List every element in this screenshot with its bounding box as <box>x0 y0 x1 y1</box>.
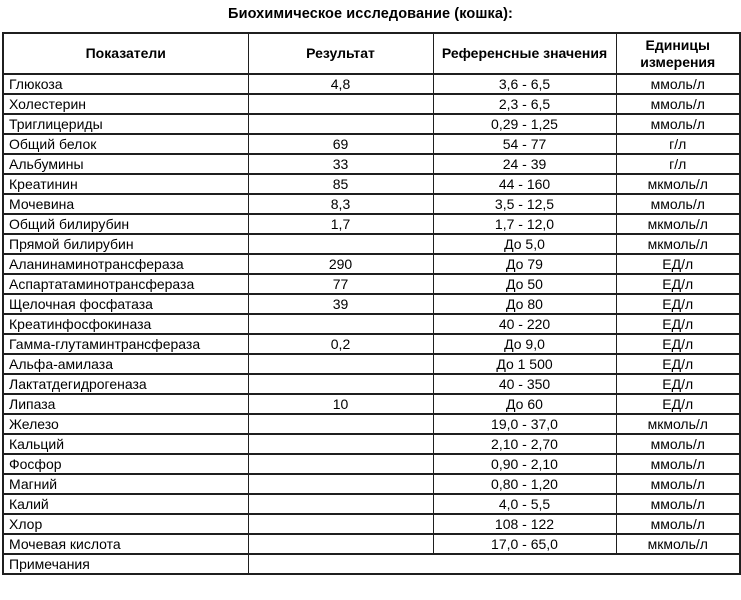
unit-cell: ммоль/л <box>616 74 740 94</box>
col-header-indicators: Показатели <box>3 33 248 74</box>
unit-cell: мкмоль/л <box>616 174 740 194</box>
table-row <box>3 134 740 154</box>
unit-cell: ЕД/л <box>616 294 740 314</box>
unit-cell: г/л <box>616 134 740 154</box>
indicator-cell: Мочевая кислота <box>3 534 248 554</box>
result-cell <box>248 434 433 454</box>
result-cell: 10 <box>248 394 433 414</box>
result-cell <box>248 414 433 434</box>
reference-cell: 19,0 - 37,0 <box>433 414 616 434</box>
result-cell <box>248 314 433 334</box>
indicator-cell: Мочевина <box>3 194 248 214</box>
indicator-cell: Общий белок <box>3 134 248 154</box>
result-cell <box>248 494 433 514</box>
result-cell <box>248 94 433 114</box>
indicator-cell: Креатинфосфокиназа <box>3 314 248 334</box>
unit-cell: ммоль/л <box>616 494 740 514</box>
indicator-cell: Креатинин <box>3 174 248 194</box>
biochemistry-table <box>2 32 741 575</box>
indicator-cell: Триглицериды <box>3 114 248 134</box>
table-row <box>3 314 740 334</box>
table-header <box>3 33 740 74</box>
result-cell: 0,2 <box>248 334 433 354</box>
unit-cell: ЕД/л <box>616 354 740 374</box>
indicator-cell: Прямой билирубин <box>3 234 248 254</box>
indicator-cell: Общий билирубин <box>3 214 248 234</box>
unit-cell: мкмоль/л <box>616 234 740 254</box>
result-cell: 1,7 <box>248 214 433 234</box>
table-row <box>3 494 740 514</box>
unit-cell: ммоль/л <box>616 434 740 454</box>
result-cell <box>248 374 433 394</box>
unit-cell: ммоль/л <box>616 114 740 134</box>
indicator-cell: Аланинаминотрансфераза <box>3 254 248 274</box>
table-row <box>3 234 740 254</box>
reference-cell: До 5,0 <box>433 234 616 254</box>
unit-cell: мкмоль/л <box>616 214 740 234</box>
reference-cell: 4,0 - 5,5 <box>433 494 616 514</box>
table-row <box>3 74 740 94</box>
reference-cell: 54 - 77 <box>433 134 616 154</box>
reference-cell: 0,29 - 1,25 <box>433 114 616 134</box>
table-row <box>3 474 740 494</box>
result-cell: 33 <box>248 154 433 174</box>
indicator-cell: Гамма-глутаминтрансфераза <box>3 334 248 354</box>
unit-cell: ЕД/л <box>616 314 740 334</box>
reference-cell: 108 - 122 <box>433 514 616 534</box>
indicator-cell: Липаза <box>3 394 248 414</box>
result-cell <box>248 354 433 374</box>
indicator-cell: Магний <box>3 474 248 494</box>
unit-cell: мкмоль/л <box>616 534 740 554</box>
notes-value-cell <box>248 554 740 574</box>
reference-cell: До 80 <box>433 294 616 314</box>
result-cell: 85 <box>248 174 433 194</box>
result-cell: 4,8 <box>248 74 433 94</box>
result-cell: 39 <box>248 294 433 314</box>
reference-cell: 40 - 220 <box>433 314 616 334</box>
reference-cell: До 50 <box>433 274 616 294</box>
table-row <box>3 534 740 554</box>
notes-row <box>3 554 740 574</box>
reference-cell: 44 - 160 <box>433 174 616 194</box>
result-cell <box>248 534 433 554</box>
reference-cell: 2,3 - 6,5 <box>433 94 616 114</box>
result-cell <box>248 514 433 534</box>
reference-cell: 24 - 39 <box>433 154 616 174</box>
indicator-cell: Фосфор <box>3 454 248 474</box>
table-row <box>3 354 740 374</box>
col-header-result: Результат <box>248 33 433 74</box>
table-row <box>3 154 740 174</box>
indicator-cell: Альбумины <box>3 154 248 174</box>
table-row <box>3 274 740 294</box>
indicator-cell: Глюкоза <box>3 74 248 94</box>
result-cell <box>248 454 433 474</box>
reference-cell: 3,5 - 12,5 <box>433 194 616 214</box>
table-row <box>3 294 740 314</box>
indicator-cell: Аспартатаминотрансфераза <box>3 274 248 294</box>
indicator-cell: Кальций <box>3 434 248 454</box>
reference-cell: 40 - 350 <box>433 374 616 394</box>
unit-cell: г/л <box>616 154 740 174</box>
unit-cell: ммоль/л <box>616 474 740 494</box>
result-cell: 290 <box>248 254 433 274</box>
unit-cell: ЕД/л <box>616 374 740 394</box>
indicator-cell: Железо <box>3 414 248 434</box>
indicator-cell: Альфа-амилаза <box>3 354 248 374</box>
result-cell <box>248 234 433 254</box>
unit-cell: ммоль/л <box>616 194 740 214</box>
table-row <box>3 454 740 474</box>
result-cell: 8,3 <box>248 194 433 214</box>
unit-cell: ммоль/л <box>616 454 740 474</box>
result-cell: 69 <box>248 134 433 154</box>
result-cell: 77 <box>248 274 433 294</box>
table-row <box>3 214 740 234</box>
indicator-cell: Лактатдегидрогеназа <box>3 374 248 394</box>
unit-cell: ммоль/л <box>616 514 740 534</box>
unit-cell: ммоль/л <box>616 94 740 114</box>
table-row <box>3 414 740 434</box>
reference-cell: До 9,0 <box>433 334 616 354</box>
table-footer <box>3 554 740 574</box>
reference-cell: До 60 <box>433 394 616 414</box>
indicator-cell: Щелочная фосфатаза <box>3 294 248 314</box>
reference-cell: 1,7 - 12,0 <box>433 214 616 234</box>
table-row <box>3 254 740 274</box>
notes-label-cell: Примечания <box>3 554 248 574</box>
col-header-reference: Референсные значения <box>433 33 616 74</box>
table-body <box>3 74 740 554</box>
table-row <box>3 334 740 354</box>
table-row <box>3 174 740 194</box>
reference-cell: 3,6 - 6,5 <box>433 74 616 94</box>
header-row <box>3 33 740 74</box>
table-row <box>3 394 740 414</box>
table-row <box>3 514 740 534</box>
unit-cell: мкмоль/л <box>616 414 740 434</box>
page-title: Биохимическое исследование (кошка): <box>228 6 513 22</box>
result-cell <box>248 114 433 134</box>
reference-cell: 2,10 - 2,70 <box>433 434 616 454</box>
table-row <box>3 94 740 114</box>
unit-cell: ЕД/л <box>616 274 740 294</box>
indicator-cell: Хлор <box>3 514 248 534</box>
table-row <box>3 374 740 394</box>
reference-cell: До 1 500 <box>433 354 616 374</box>
reference-cell: 0,80 - 1,20 <box>433 474 616 494</box>
unit-cell: ЕД/л <box>616 254 740 274</box>
unit-cell: ЕД/л <box>616 334 740 354</box>
result-cell <box>248 474 433 494</box>
indicator-cell: Холестерин <box>3 94 248 114</box>
reference-cell: До 79 <box>433 254 616 274</box>
col-header-units: Единицы измерения <box>616 33 740 74</box>
table-row <box>3 114 740 134</box>
unit-cell: ЕД/л <box>616 394 740 414</box>
indicator-cell: Калий <box>3 494 248 514</box>
reference-cell: 17,0 - 65,0 <box>433 534 616 554</box>
reference-cell: 0,90 - 2,10 <box>433 454 616 474</box>
table-row <box>3 434 740 454</box>
table-row <box>3 194 740 214</box>
